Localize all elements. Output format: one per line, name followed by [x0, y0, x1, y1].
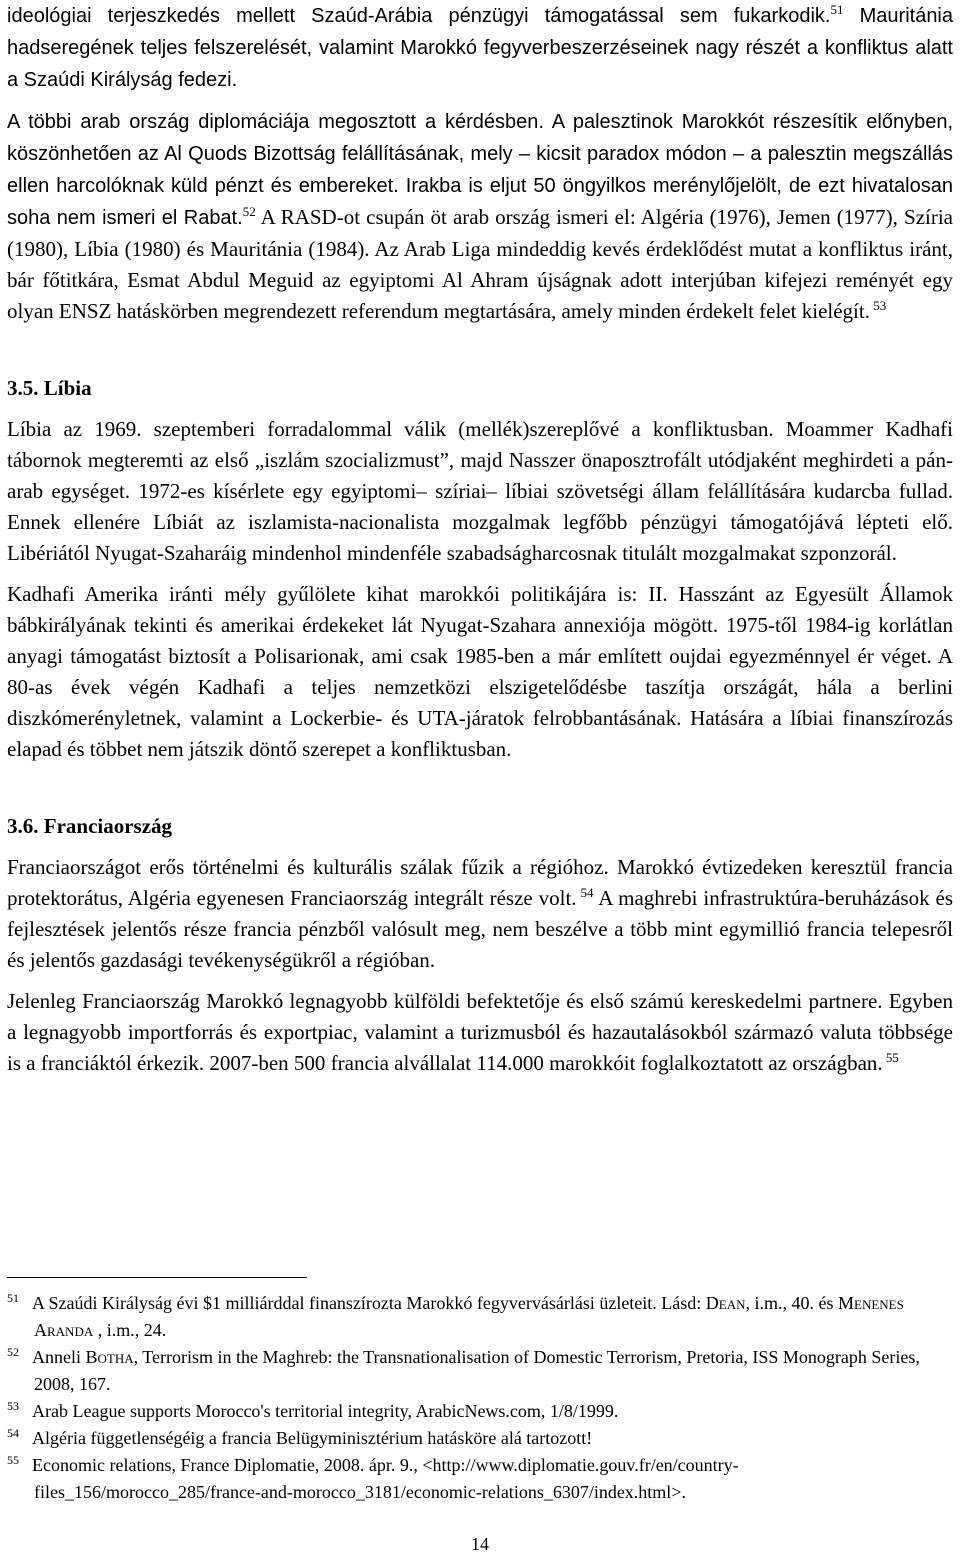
footnote-51: $^{51}$ A Szaúdi Királyság évi $1 milliárddal finanszírozta Marokkó fegyvervásárlási üzleteit. Lásd: Dean, i.m., 40. és Menenes Aranda , i.m., 24. — [7, 1291, 904, 1340]
footnote-54: $^{54}$ Algéria függetlenségéig a francia Belügyminisztérium hatásköre alá tartozott! — [7, 1426, 593, 1448]
footnotes — [7, 1290, 953, 1506]
paragraph: Kadhafi Amerika iránti mély gyűlölete kihat marokkói politikájára is: II. Hasszánt az Egyesült Államok bábkirályának tekinti és amerikai érdekeket lát Nyugat-Szahara annexiója mögött. 1975-től 1984-ig korlátlan anyagi támogatást biztosít a Polisarionak, ami csak 1985-ben a már említett oujdai egyezménnyel ér véget. A 80-as évek végén Kadhafi a teljes nemzetközi elszigetelődésbe taszítja országát, hála a berlini diszkómerényletnek, valamint a Lockerbie- és UTA-járatok felrobbantásának. Hatására a líbiai finanszírozás elapad és többet nem játszik döntő szerepet a konfliktusban. — [7, 582, 953, 761]
footnote-text: A Szaúdi Királyság évi $1 milliárddal finanszírozta Marokkó fegyvervásárlási üzleteit. Lásd: — [32, 1293, 706, 1313]
paragraph-text: A RASD-ot csupán öt arab ország ismeri el: Algéria (1976), Jemen (1977), Szíria (1980), Líbia (1980) és Mauritánia (1984). Az Arab Liga mindeddig kevés érdeklődést mutat a konfliktus iránt, bár főtitkára, Esmat Abdul Meguid az egyiptomi Al Ahram újságnak adott interjúban kifejezi reményét egy olyan ENSZ hatáskörben megrendezett referendum megtartására, amely minden érdekelt felet kielégít. — [7, 205, 953, 323]
footnote-text: Economic relations, France Diplomatie, 2008. ápr. 9., <http://www.diplomatie.gouv.fr/en/country-files_156/morocco_285/france-and-morocco_3181/economic-relations_6307/index.html>. — [32, 1455, 739, 1502]
paragraph-text: A maghrebi infrastruktúra-beruházások és fejlesztések jelentős része francia pénzből valósult meg, nem beszélve a több mint egymillió francia telepesről és jelentős gazdasági tevékenységükről a régióban. — [7, 886, 953, 972]
paragraph — [7, 0, 953, 96]
section-heading-franciaorszag: 3.6. Franciaország — [7, 814, 173, 838]
paragraph-text: Franciaországot erős történelmi és kulturális szálak fűzik a régióhoz. Marokkó évtizedeken keresztül francia protektorátus, Algéria egyenesen Franciaország integrált része volt. — [7, 855, 953, 910]
footnote-text: , Terrorism in the Maghreb: the Transnationalisation of Domestic Terrorism, Pretoria, ISS Monograph Series, 2008, 167. — [34, 1347, 920, 1394]
footnote-ref-52: 52 — [242, 204, 256, 219]
author-name: Dean — [705, 1293, 746, 1313]
author-name: Botha — [85, 1347, 134, 1367]
footnote-text: Arab League supports Morocco's territorial integrity, ArabicNews.com, 1/8/1999. — [32, 1401, 619, 1421]
footnote-52: $^{52}$ Anneli Botha, Terrorism in the Maghreb: the Transnationalisation of Domestic Terrorism, Pretoria, ISS Monograph Series, 2008, 167. — [7, 1345, 920, 1394]
paragraph: Líbia az 1969. szeptemberi forradalommal válik (mellék)szereplővé a konfliktusban. Moammer Kadhafi tábornok megteremti az első „iszlám szocializmust”, majd Nasszer önaposztrofált utódjaként meghirdeti a pán-arab egységet. 1972-es kísérlete egy egyiptomi– szíriai– líbiai szövetségi állam felállítására kudarcba fullad. Ennek ellenére Líbiát az iszlamista-nacionalista mozgalmak legfőbb pénzügyi támogatójává lépteti elő. Libériától Nyugat-Szaharáig mindenhol mindenféle szabadságharcosnak titulált mozgalmakat szponzorál. — [7, 417, 953, 565]
page-number: 14 — [471, 1534, 489, 1554]
footnote-ref-51: 51 — [830, 2, 844, 17]
footnote-separator — [7, 1277, 307, 1278]
footnote-text: Algéria függetlenségéig a francia Belügyminisztérium hatásköre alá tartozott! — [32, 1428, 593, 1448]
footnote-text: , i.m., 40. és — [745, 1293, 839, 1313]
footnote-ref-55: 55 — [882, 1050, 899, 1065]
paragraph-text: A palesztinok Marokkót részesítik előnyben, köszönhetően az Al Quods Bizottság felállításának, mely – kicsit paradox módon – a palesztin megszállás ellen harcolóknak küld pénzt és embereket. Irakba is eljut 50 öngyilkos merénylőjelölt, de ezt hivatalosan soha nem ismeri el Rabat. — [7, 111, 953, 229]
paragraph-text: Jelenleg Franciaország Marokkó legnagyobb külföldi befektetője és első számú kereskedelmi partnere. Egyben a legnagyobb importforrás és exportpiac, valamint a turizmusból és hazautalásokból származó valuta többsége is a franciáktól érkezik. 2007-ben 500 francia alvállalat 114.000 marokkóit foglalkoztatott az országban. — [7, 989, 953, 1075]
paragraph-text: ideológiai terjeszkedés mellett Szaúd-Arábia pénzügyi támogatással sem fukarkodik. — [7, 5, 831, 27]
section-heading-libia: 3.5. Líbia — [7, 376, 92, 400]
footnote-ref-54: 54 — [576, 885, 594, 900]
footnote-ref-53: 53 — [869, 298, 887, 313]
footnote-55: $^{55}$ Economic relations, France Diplomatie, 2008. ápr. 9., <http://www.diplomatie.gouv.fr/en/country-files_156/morocco_285/france-and-morocco_3181/economic-relations_6307/index.html>. — [7, 1453, 739, 1502]
paragraph — [7, 986, 953, 1079]
paragraph — [7, 106, 953, 327]
paragraph-text: Mauritánia hadseregének teljes felszerelését, valamint Marokkó fegyverbeszerzéseinek nagy részét a konfliktus alatt a Szaúdi Királyság fedezi. — [7, 5, 954, 91]
footnote-text: Anneli — [32, 1347, 86, 1367]
footnote-text: , i.m., 24. — [93, 1320, 167, 1340]
paragraph — [7, 852, 953, 976]
author-name: Menenes Aranda — [34, 1293, 904, 1340]
main-text — [7, 0, 953, 1079]
footnote-53: $^{53}$ Arab League supports Morocco's territorial integrity, ArabicNews.com, 1/8/1999. — [7, 1399, 619, 1421]
paragraph-text: A többi arab ország diplomáciája megosztott a kérdésben. — [7, 111, 544, 133]
